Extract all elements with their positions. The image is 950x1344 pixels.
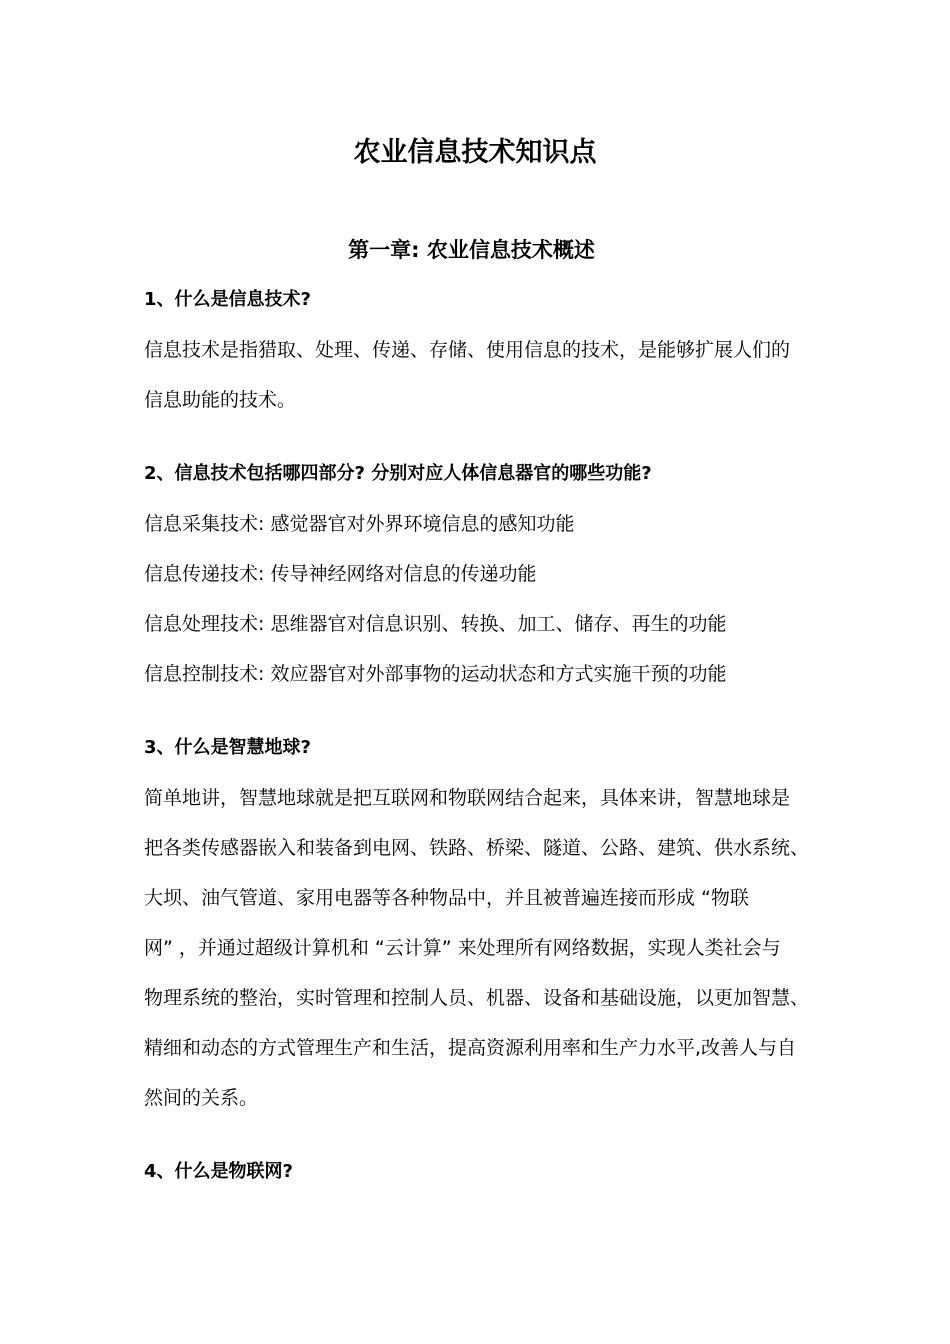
question-4-heading: 4、什么是物联网? bbox=[144, 1161, 293, 1182]
question-3-answer-line: 简单地讲，智慧地球就是把互联网和物联网结合起来，具体来讲，智慧地球是 bbox=[144, 787, 791, 809]
question-1-answer-line: 信息助能的技术。 bbox=[144, 389, 297, 411]
question-3-heading: 3、什么是智慧地球? bbox=[144, 737, 311, 758]
question-3-answer-line: 精细和动态的方式管理生产和生活，提高资源利用率和生产力水平,改善人与自 bbox=[144, 1037, 797, 1059]
question-3-answer-line: 物理系统的整治，实时管理和控制人员、机器、设备和基础设施，以更加智慧、 bbox=[144, 987, 810, 1009]
document-title: 农业信息技术知识点 bbox=[353, 137, 597, 168]
question-2-heading: 2、信息技术包括哪四部分? 分别对应人体信息器官的哪些功能? bbox=[144, 463, 652, 484]
question-1-heading: 1、什么是信息技术? bbox=[144, 289, 311, 310]
question-3-answer-line: 把各类传感器嵌入和装备到电网、铁路、桥梁、隧道、公路、建筑、供水系统、 bbox=[144, 837, 810, 859]
question-2-answer-line: 信息传递技术: 传导神经网络对信息的传递功能 bbox=[144, 563, 537, 585]
question-3-answer-line: 大坝、油气管道、家用电器等各种物品中，并且被普遍连接而形成 “物联 bbox=[144, 887, 749, 909]
chapter-title: 第一章: 农业信息技术概述 bbox=[348, 238, 595, 262]
question-3-answer-line: 网” ，并通过超级计算机和 “云计算” 来处理所有网络数据，实现人类社会与 bbox=[144, 937, 781, 959]
question-2-answer-line: 信息采集技术: 感觉器官对外界环境信息的感知功能 bbox=[144, 513, 575, 535]
question-1-answer-line: 信息技术是指猎取、处理、传递、存储、使用信息的技术，是能够扩展人们的 bbox=[144, 339, 791, 361]
question-2-answer-line: 信息控制技术: 效应器官对外部事物的运动状态和方式实施干预的功能 bbox=[144, 663, 727, 685]
question-3-answer-line: 然间的关系。 bbox=[144, 1087, 259, 1109]
question-2-answer-line: 信息处理技术: 思维器官对信息识别、转换、加工、储存、再生的功能 bbox=[144, 613, 727, 635]
